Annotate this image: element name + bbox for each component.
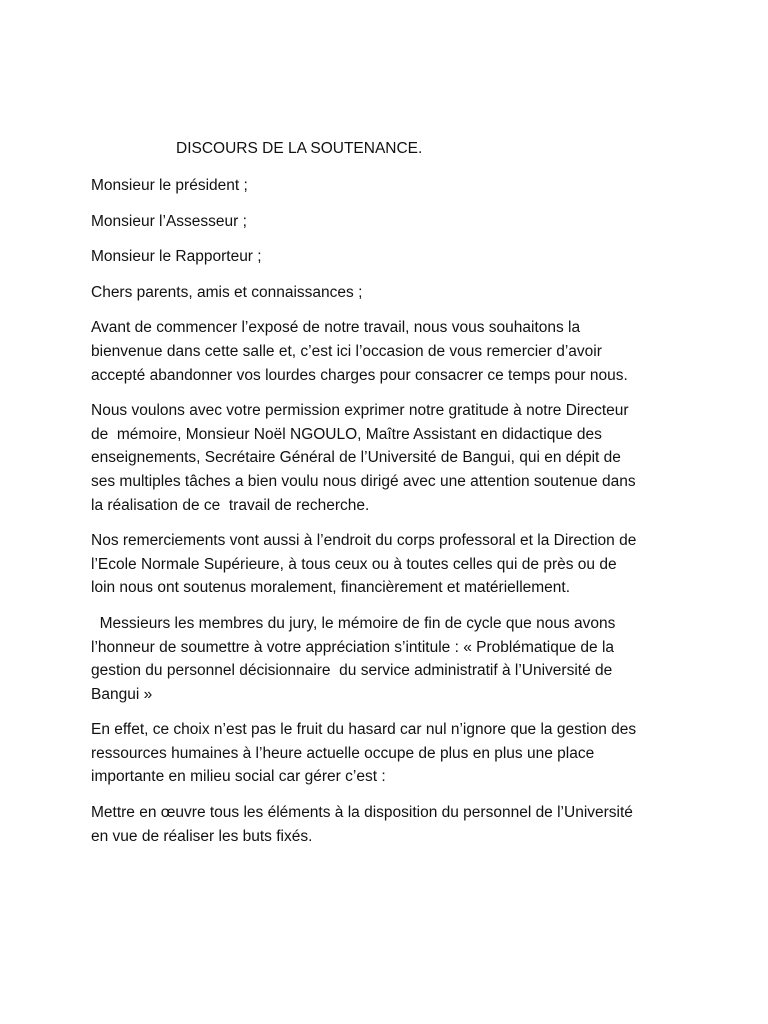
text-line: enseignements, Secrétaire Général de l’Université de Bangui, qui en dépit de	[91, 449, 621, 467]
document-body	[91, 174, 691, 860]
text-line: ressources humaines à l’heure actuelle occupe de plus en plus une place	[91, 744, 595, 762]
greeting-parents	[91, 281, 691, 305]
paragraph-welcome	[91, 316, 691, 387]
text-line: la réalisation de ce travail de recherche.	[91, 496, 370, 514]
text-line: en vue de réaliser les buts fixés.	[91, 827, 313, 845]
text-line: Monsieur le président ;	[91, 177, 248, 194]
text-line: ses multiples tâches a bien voulu nous dirigé avec une attention soutenue dans	[91, 472, 636, 490]
text-line: Chers parents, amis et connaissances ;	[91, 283, 363, 301]
paragraph-jury	[91, 612, 691, 706]
text-line: Bangui »	[91, 685, 153, 703]
text-line: de mémoire, Monsieur Noël NGOULO, Maître Assistant en didactique des	[91, 425, 602, 443]
paragraph-gratitude	[91, 399, 691, 517]
text-line: bienvenue dans cette salle et, c’est ici l’occasion de vous remercier d’avoir	[91, 342, 602, 360]
paragraph-thanks	[91, 529, 691, 600]
text-line: Avant de commencer l’exposé de notre travail, nous vous souhaitons la	[91, 319, 581, 337]
text-line: Nous voulons avec votre permission exprimer notre gratitude à notre Directeur	[91, 402, 629, 420]
text-line: importante en milieu social car gérer c’est :	[91, 768, 386, 786]
greeting-president	[91, 174, 691, 198]
greeting-assesseur	[91, 210, 691, 234]
text-line: Monsieur l’Assesseur ;	[91, 212, 247, 230]
text-line: accepté abandonner vos lourdes charges pour consacrer ce temps pour nous.	[91, 366, 628, 384]
paragraph-definition	[91, 801, 691, 848]
greeting-rapporteur	[91, 245, 691, 269]
text-line: loin nous ont soutenus moralement, financièrement et matériellement.	[91, 579, 571, 597]
text-line: Monsieur le Rapporteur ;	[91, 248, 262, 266]
text-line: Messieurs les membres du jury, le mémoire de fin de cycle que nous avons	[91, 614, 616, 632]
text-line: Nos remerciements vont aussi à l’endroit du corps professoral et la Direction de	[91, 532, 637, 550]
text-line: l’Ecole Normale Supérieure, à tous ceux ou à toutes celles qui de près ou de	[91, 555, 617, 573]
text-line: l’honneur de soumettre à votre appréciation s’intitule : « Problématique de la	[91, 638, 615, 656]
text-line: En effet, ce choix n’est pas le fruit du hasard car nul n’ignore que la gestion des	[91, 721, 637, 739]
text-line: Mettre en œuvre tous les éléments à la disposition du personnel de l’Université	[91, 804, 633, 822]
document-title: DISCOURS DE LA SOUTENANCE.	[176, 140, 423, 157]
paragraph-choice	[91, 718, 691, 789]
text-line: gestion du personnel décisionnaire du service administratif à l’Université de	[91, 662, 613, 680]
